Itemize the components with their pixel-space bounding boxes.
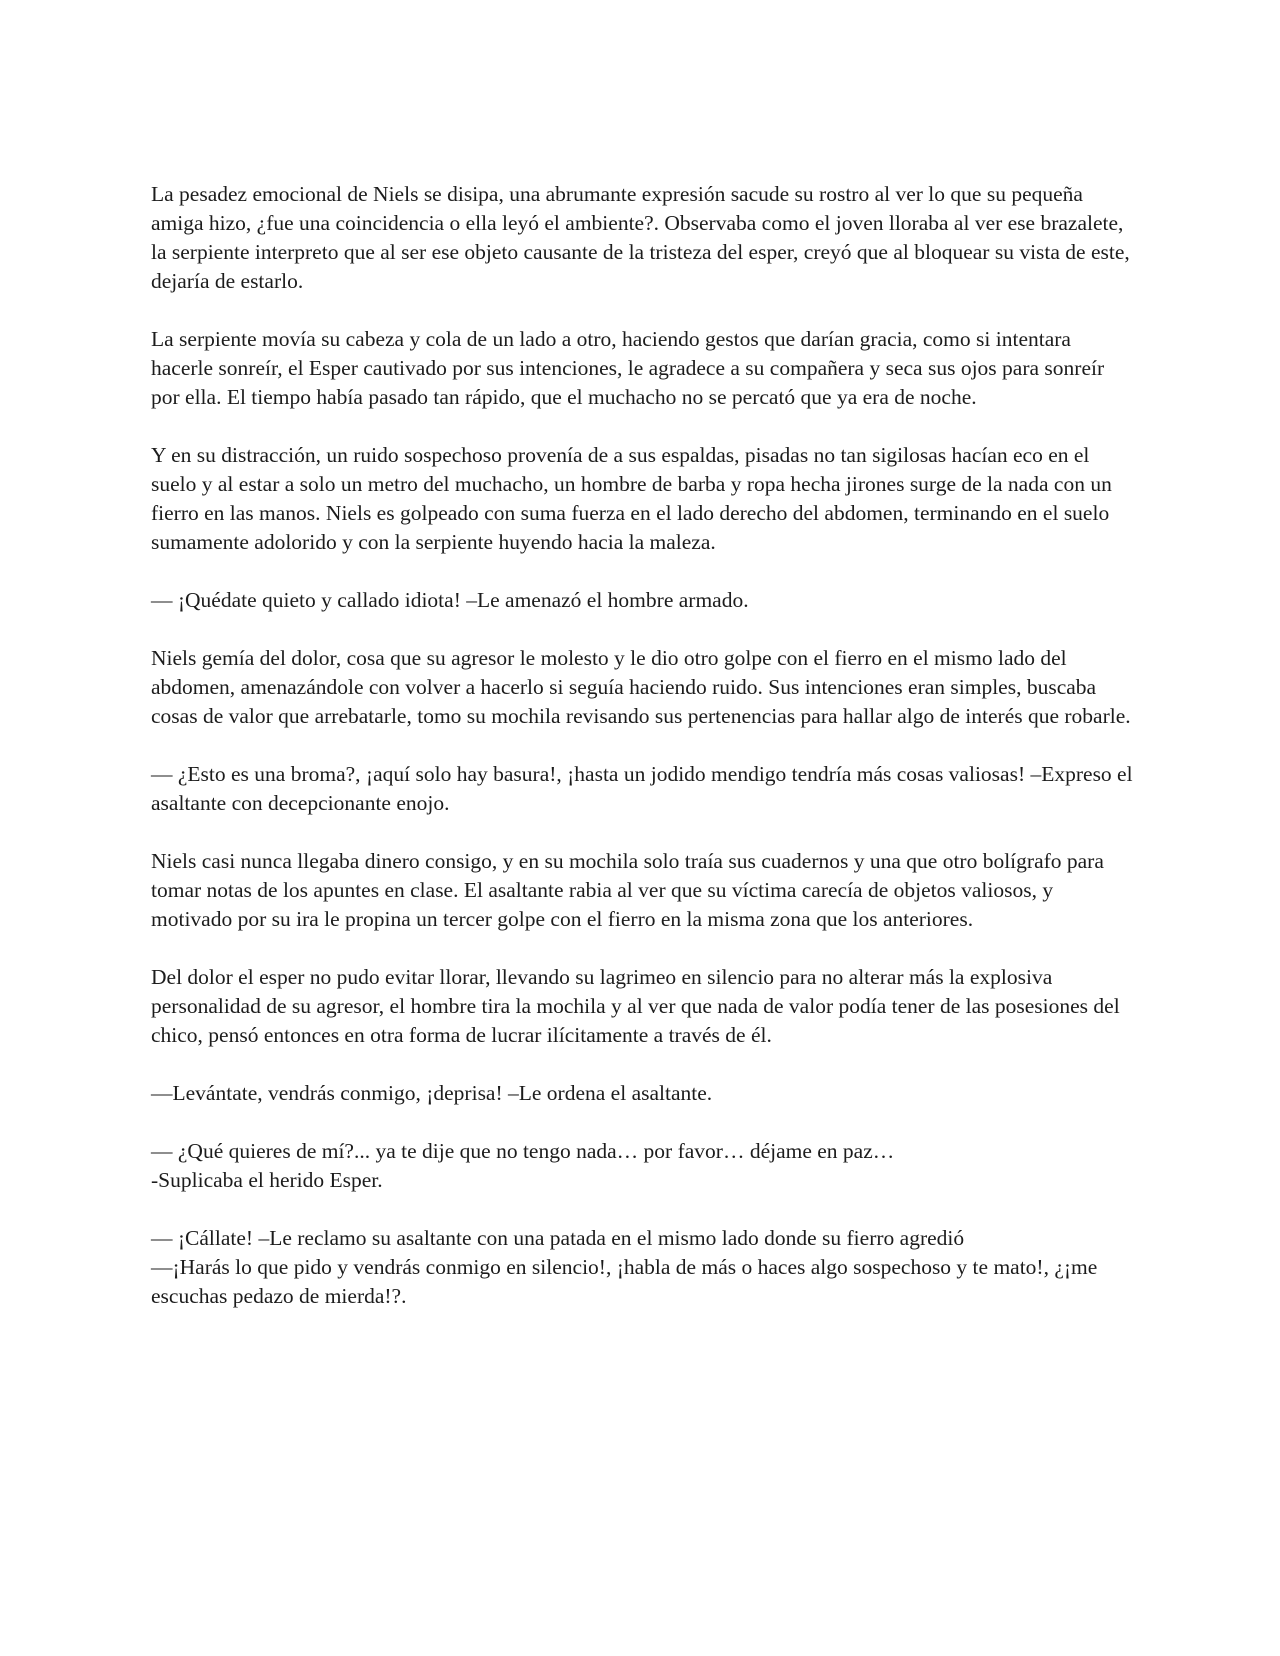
paragraph-4: Niels gemía del dolor, cosa que su agresor le molesto y le dio otro golpe con el fierro en el mismo lado del abdomen, amenazándole con volver a hacerlo si seguía haciendo ruido. Sus intenciones eran simples, buscaba cosas de valor que arrebatarle, tomo su mochila revisando sus pertenencias para hallar algo de interés que robarle. [151, 646, 1131, 728]
paragraph-5: Niels casi nunca llegaba dinero consigo, y en su mochila solo traía sus cuadernos y una que otro bolígrafo para tomar notas de los apuntes en clase. El asaltante rabia al ver que su víctima carecía de objetos valiosos, y motivado por su ira le propina un tercer golpe con el fierro en la misma zona que los anteriores. [151, 849, 1104, 931]
paragraph-6: Del dolor el esper no pudo evitar llorar, llevando su lagrimeo en silencio para no alterar más la explosiva personalidad de su agresor, el hombre tira la mochila y al ver que nada de valor podía tener de las posesiones del chico, pensó entonces en otra forma de lucrar ilícitamente a través de él. [151, 965, 1120, 1047]
paragraph-3: Y en su distracción, un ruido sospechoso provenía de a sus espaldas, pisadas no tan sigilosas hacían eco en el suelo y al estar a solo un metro del muchacho, un hombre de barba y ropa hecha jirones surge de la nada con un fierro en las manos. Niels es golpeado con suma fuerza en el lado derecho del abdomen, terminando en el suelo sumamente adolorido y con la serpiente huyendo hacia la maleza. [151, 443, 1112, 554]
paragraph-1: La pesadez emocional de Niels se disipa, una abrumante expresión sacude su rostro al ver lo que su pequeña amiga hizo, ¿fue una coincidencia o ella leyó el ambiente?. Observaba como el joven lloraba al ver ese brazalete, la serpiente interpreto que al ser ese objeto causante de la tristeza del esper, creyó que al bloquear su vista de este, dejaría de estarlo. [151, 182, 1130, 293]
document-body [151, 180, 1136, 1340]
dialogue-line-3: —Levántate, vendrás conmigo, ¡deprisa! –Le ordena el asaltante. [151, 1081, 713, 1105]
dialogue-line-5: — ¡Cállate! –Le reclamo su asaltante con una patada en el mismo lado donde su fierro agredió —¡Harás lo que pido y vendrás conmigo en silencio!, ¡habla de más o haces algo sospechoso y te mato!, ¿¡me escuchas pedazo de mierda!?. [151, 1226, 1098, 1308]
dialogue-line-2: — ¿Esto es una broma?, ¡aquí solo hay basura!, ¡hasta un jodido mendigo tendría más cosas valiosas! –Expreso el asaltante con decepcionante enojo. [151, 762, 1133, 815]
dialogue-line-4: — ¿Qué quieres de mí?... ya te dije que no tengo nada… por favor… déjame en paz… -Suplicaba el herido Esper. [151, 1139, 895, 1192]
paragraph-2: La serpiente movía su cabeza y cola de un lado a otro, haciendo gestos que darían gracia, como si intentara hacerle sonreír, el Esper cautivado por sus intenciones, le agradece a su compañera y seca sus ojos para sonreír por ella. El tiempo había pasado tan rápido, que el muchacho no se percató que ya era de noche. [151, 327, 1105, 409]
dialogue-line-1: — ¡Quédate quieto y callado idiota! –Le amenazó el hombre armado. [151, 588, 749, 612]
